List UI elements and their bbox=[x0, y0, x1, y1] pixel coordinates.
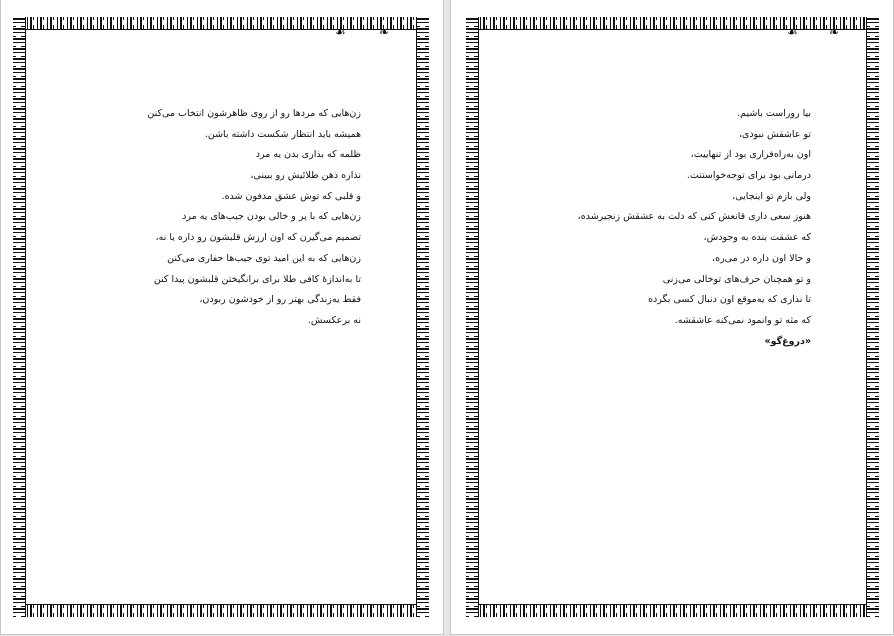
poem-line: بیا روراست باشیم. bbox=[737, 108, 811, 119]
poem-line: فقط یه‌زندگی بهتر رو از خودشون ربودن، bbox=[199, 294, 361, 306]
border-band-top bbox=[13, 17, 429, 30]
border-band-left bbox=[466, 17, 479, 617]
border-band-right bbox=[866, 17, 879, 617]
border-band-bottom bbox=[466, 604, 879, 617]
border-band-left bbox=[13, 17, 26, 617]
poem-signature: «دروغ‌گو» bbox=[764, 335, 811, 347]
poem-text bbox=[147, 104, 361, 332]
poem-line: تصمیم می‌گیرن که اون ارزش قلبشون رو داره یا نه، bbox=[155, 232, 361, 244]
poem-line: نه برعکسش. bbox=[307, 314, 361, 326]
poem-line: و قلبی که توش عشق مدفون شده. bbox=[221, 190, 361, 202]
border-band-bottom bbox=[13, 604, 429, 617]
poem-line: زن‌هایی که با پر و خالی بودن جیب‌های یه مرد bbox=[182, 211, 361, 223]
right-page bbox=[451, 0, 893, 634]
poem-line: همیشه باید انتظار شکست داشته باشن. bbox=[204, 128, 361, 140]
poem-line: زن‌هایی که به این امید توی جیب‌ها حفاری می‌کنن bbox=[167, 252, 361, 264]
border-band-top bbox=[466, 17, 879, 30]
border-band-right bbox=[416, 17, 429, 617]
poem-line: ولی بازم تو اینجایی، bbox=[732, 190, 811, 202]
poem-line: اون به‌راه‌فراری بود از تنهاییت، bbox=[690, 149, 811, 161]
poem-line: تو عاشقش نبودی، bbox=[738, 128, 811, 140]
poem-line: ظلمه که بذاری بدن یه مرد bbox=[255, 149, 361, 161]
flourish-icon: ❧ bbox=[379, 25, 390, 39]
poem-line: هنوز سعی داری قانعش کنی که دلت به عشقش زنجیرشده، bbox=[577, 211, 811, 223]
poem-line: و حالا اون داره در می‌ره، bbox=[712, 252, 811, 264]
poem-line: درمانی بود برای توجه‌خواستنت. bbox=[686, 170, 811, 182]
flourish-icon: ❧ bbox=[829, 25, 840, 39]
poem-line: زن‌هایی که مردها رو از روی ظاهرشون انتخاب می‌کنن bbox=[147, 108, 361, 119]
ornament-icon: ☙ bbox=[335, 25, 346, 39]
left-page bbox=[1, 0, 443, 634]
poem-line: که مثه تو وانمود نمی‌کنه عاشقشه. bbox=[674, 314, 811, 326]
ornament-icon: ☙ bbox=[787, 25, 798, 39]
poem-line: تا به‌اندازهٔ کافی طلا برای برانگیختن قلبشون پیدا کنن bbox=[153, 273, 361, 285]
poem-line: تا نذاری که یه‌موقع اون دنبال کسی بگرده bbox=[648, 294, 811, 306]
poem-line: که عشقت بنده به وجودش، bbox=[703, 232, 811, 244]
poem-line: و تو همچنان حرف‌های توخالی می‌زنی bbox=[662, 273, 811, 285]
poem-line: نذاره ذهن طلائیش رو ببینی، bbox=[250, 170, 361, 182]
poem-text bbox=[578, 104, 811, 352]
